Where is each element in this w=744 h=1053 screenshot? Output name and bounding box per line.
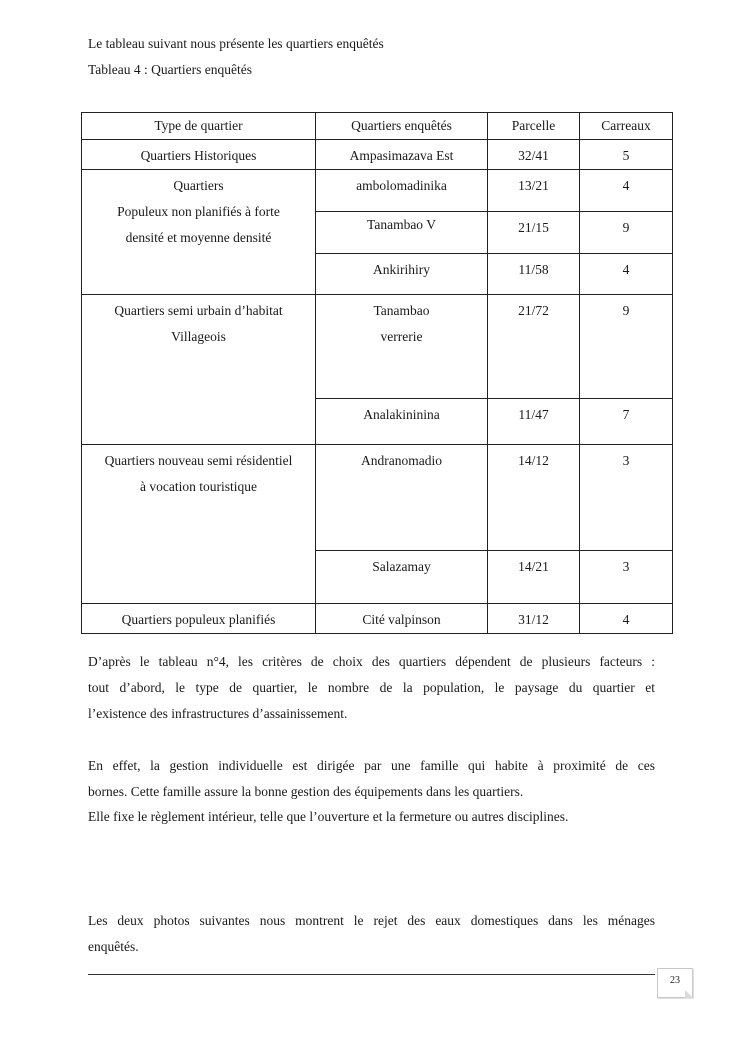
- intro-text: Le tableau suivant nous présente les quartiers enquêtés: [88, 36, 384, 51]
- parcelle-cell: 11/58: [488, 254, 580, 295]
- page-number-box: [657, 968, 693, 998]
- quartier-cell: [316, 140, 488, 170]
- type-quartier-cell: [82, 140, 316, 170]
- paragraph-criteres: [88, 649, 655, 727]
- paragraph-line: tout d’abord, le type de quartier, le nombre de la population, le paysage du quartier et: [88, 680, 655, 695]
- quartier-line: Tanambao V: [367, 217, 436, 232]
- carreaux-cell: 3: [580, 551, 673, 604]
- parcelle-cell: 32/41: [488, 140, 580, 170]
- type-quartier-line: Quartiers populeux planifiés: [121, 612, 276, 627]
- page-number: 23: [670, 975, 680, 986]
- parcelle-cell: 21/72: [488, 295, 580, 399]
- parcelle-cell: 21/15: [488, 212, 580, 254]
- type-quartier-line: à vocation touristique: [140, 479, 257, 494]
- header-cell: Type de quartier: [82, 113, 316, 140]
- table-row: [82, 445, 673, 551]
- quartier-line: Tanambao: [373, 303, 430, 318]
- paragraph-photos: [88, 908, 655, 960]
- quartier-line: verrerie: [380, 329, 423, 344]
- carreaux-cell: 5: [580, 140, 673, 170]
- quartier-line: Cité valpinson: [362, 612, 441, 627]
- header-cell: Quartiers enquêtés: [316, 113, 488, 140]
- type-quartier-line: Quartiers semi urbain d’habitat: [114, 303, 283, 318]
- type-quartier-line: Villageois: [171, 329, 226, 344]
- parcelle-cell: 13/21: [488, 170, 580, 212]
- paragraph-line: l’existence des infrastructures d’assainissement.: [88, 706, 348, 721]
- carreaux-cell: 9: [580, 212, 673, 254]
- table-row: [82, 295, 673, 399]
- parcelle-cell: 31/12: [488, 604, 580, 634]
- quartier-line: Ankirihiry: [373, 262, 430, 277]
- paragraph-line: bornes. Cette famille assure la bonne gestion des équipements dans les quartiers.: [88, 784, 524, 799]
- quartier-cell: [316, 170, 488, 212]
- paragraph-line: enquêtés.: [88, 939, 139, 954]
- quartier-cell: [316, 445, 488, 551]
- paragraph-reglement: Elle fixe le règlement intérieur, telle que l’ouverture et la fermeture ou autres disciplines.: [88, 809, 569, 824]
- type-quartier-cell: [82, 295, 316, 445]
- quartier-cell: [316, 551, 488, 604]
- paragraph-line: En effet, la gestion individuelle est dirigée par une famille qui habite à proximité de ces: [88, 758, 655, 773]
- type-quartier-line: Populeux non planifiés à forte: [117, 204, 280, 219]
- carreaux-cell: 3: [580, 445, 673, 551]
- type-quartier-cell: [82, 604, 316, 634]
- type-quartier-line: Quartiers nouveau semi résidentiel: [104, 453, 293, 468]
- quartier-cell: [316, 212, 488, 254]
- quartier-line: Analakininina: [363, 407, 440, 422]
- table-row: [82, 170, 673, 212]
- type-quartier-line: Quartiers Historiques: [140, 148, 257, 163]
- table-header-row: [82, 113, 673, 140]
- table-row: [82, 140, 673, 170]
- type-quartier-line: Quartiers: [173, 178, 224, 193]
- footer-rule: [88, 974, 655, 975]
- paragraph-line: D’après le tableau n°4, les critères de choix des quartiers dépendent de plusieurs facteurs :: [88, 654, 655, 669]
- quartier-cell: [316, 254, 488, 295]
- carreaux-cell: 7: [580, 399, 673, 445]
- parcelle-cell: 14/21: [488, 551, 580, 604]
- header-cell: Parcelle: [488, 113, 580, 140]
- type-quartier-cell: [82, 445, 316, 604]
- parcelle-cell: 14/12: [488, 445, 580, 551]
- quartiers-table: [81, 112, 673, 634]
- carreaux-cell: 4: [580, 604, 673, 634]
- paragraph-line: Les deux photos suivantes nous montrent le rejet des eaux domestiques dans les ménages: [88, 913, 655, 928]
- paragraph-gestion: [88, 753, 655, 805]
- header-cell: Carreaux: [580, 113, 673, 140]
- quartier-line: ambolomadinika: [356, 178, 447, 193]
- type-quartier-cell: [82, 170, 316, 295]
- carreaux-cell: 4: [580, 170, 673, 212]
- quartier-cell: [316, 295, 488, 399]
- quartier-line: Andranomadio: [361, 453, 442, 468]
- type-quartier-line: densité et moyenne densité: [125, 230, 272, 245]
- quartier-cell: [316, 399, 488, 445]
- carreaux-cell: 9: [580, 295, 673, 399]
- quartier-cell: [316, 604, 488, 634]
- quartier-line: Ampasimazava Est: [349, 148, 454, 163]
- page-fold-corner: [685, 990, 693, 998]
- table-caption: Tableau 4 : Quartiers enquêtés: [88, 62, 252, 77]
- carreaux-cell: 4: [580, 254, 673, 295]
- parcelle-cell: 11/47: [488, 399, 580, 445]
- table-row: [82, 604, 673, 634]
- quartier-line: Salazamay: [372, 559, 431, 574]
